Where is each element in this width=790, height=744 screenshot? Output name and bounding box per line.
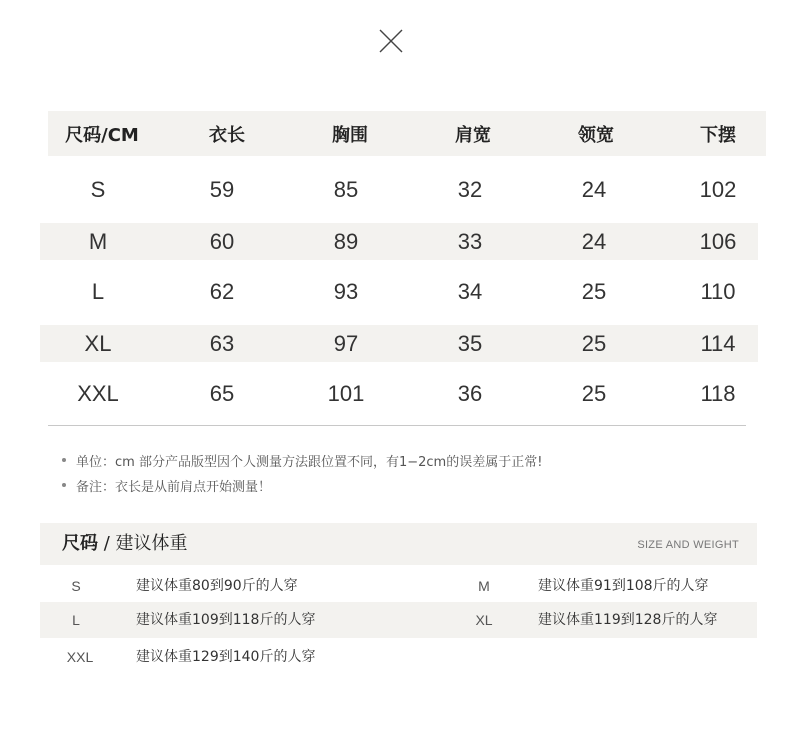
table-header [48,111,766,156]
table-row [40,375,758,412]
weight-size: XL [475,612,493,628]
weight-desc: 建议体重129到140斤的人穿 [136,649,316,665]
cell-length: 62 [209,278,235,304]
weight-desc: 建议体重80到90斤的人穿 [136,578,298,594]
header-hem: 下摆 [700,124,736,146]
cell-chest: 101 [327,380,365,406]
cell-length: 59 [209,176,235,202]
weight-desc: 建议体重109到118斤的人穿 [136,612,316,628]
cell-shoulder: 36 [457,380,483,406]
weight-section-header [40,523,757,565]
weight-size: M [478,578,490,594]
cell-size: M [88,228,108,254]
cell-shoulder: 34 [457,278,483,304]
header-collar: 领宽 [578,124,614,146]
header-chest: 胸围 [332,124,368,146]
cell-collar: 24 [581,176,607,202]
cell-hem: 102 [699,176,737,202]
close-x-icon[interactable] [378,28,404,54]
cell-chest: 85 [333,176,359,202]
cell-hem: 106 [699,228,737,254]
weight-row [40,568,757,604]
header-size: 尺码/CM [65,124,139,146]
weight-size: L [72,612,80,628]
cell-length: 60 [209,228,235,254]
note-unit: 单位：cm 部分产品版型因个人测量方法跟位置不同，有1−2cm的误差属于正常! [62,450,542,475]
cell-size: L [91,278,105,304]
cell-collar: 25 [581,380,607,406]
cell-length: 65 [209,380,235,406]
table-row [40,325,758,362]
cell-shoulder: 32 [457,176,483,202]
weight-desc: 建议体重119到128斤的人穿 [538,612,718,628]
header-shoulder: 肩宽 [455,124,491,146]
cell-size: XL [84,330,112,356]
cell-collar: 25 [581,278,607,304]
table-row [40,171,758,208]
table-row [40,223,758,260]
notes-list [62,450,542,500]
weight-row [40,639,757,675]
cell-chest: 89 [333,228,359,254]
weight-title-rest: / 建议体重 [98,533,188,554]
cell-size: XXL [77,380,119,406]
cell-size: S [90,176,106,202]
note-remark: 备注：衣长是从前肩点开始测量！ [62,475,542,500]
cell-hem: 110 [700,278,736,304]
cell-shoulder: 33 [457,228,483,254]
cell-length: 63 [209,330,235,356]
weight-section-subtitle: SIZE AND WEIGHT [637,539,739,551]
weight-size: S [71,578,81,594]
table-divider [48,425,746,426]
weight-row [40,602,757,638]
weight-size: XXL [66,649,94,665]
weight-section-title [62,523,188,565]
table-row [40,273,758,310]
cell-chest: 97 [333,330,359,356]
cell-shoulder: 35 [457,330,483,356]
header-length: 衣长 [209,124,245,146]
cell-hem: 118 [700,380,736,406]
cell-chest: 93 [333,278,359,304]
weight-desc: 建议体重91到108斤的人穿 [538,578,709,594]
weight-title-bold: 尺码 [62,533,98,554]
cell-collar: 24 [581,228,607,254]
cell-collar: 25 [581,330,607,356]
cell-hem: 114 [700,330,736,356]
